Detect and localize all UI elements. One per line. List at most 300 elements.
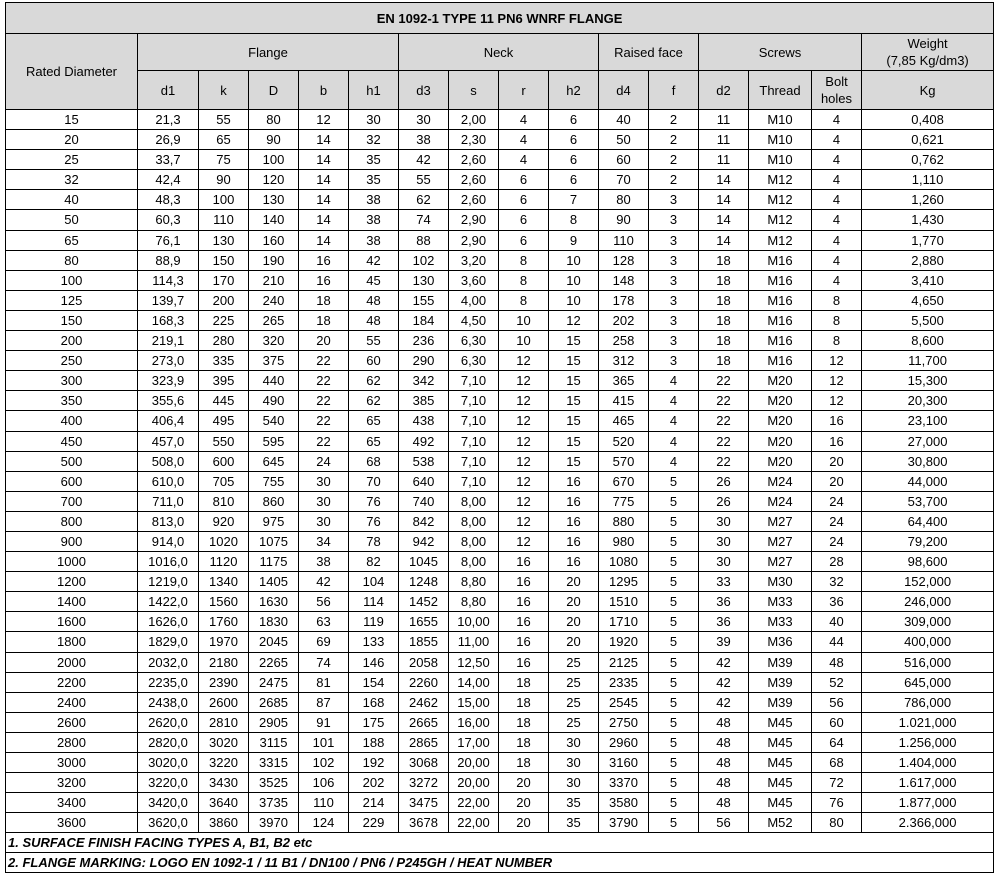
- table-cell: 15: [549, 391, 599, 411]
- table-cell: 22: [699, 451, 749, 471]
- table-cell: M16: [749, 351, 812, 371]
- table-cell: 5: [649, 692, 699, 712]
- header-screws: Screws: [699, 34, 862, 71]
- table-cell: 104: [349, 572, 399, 592]
- table-cell: 0,408: [862, 110, 994, 130]
- table-cell: 14: [299, 170, 349, 190]
- table-cell: 87: [299, 692, 349, 712]
- table-cell: M39: [749, 692, 812, 712]
- table-cell: 5: [649, 793, 699, 813]
- table-cell: 38: [299, 552, 349, 572]
- table-cell: 280: [199, 331, 249, 351]
- table-cell: 508,0: [138, 451, 199, 471]
- header-neck: Neck: [399, 34, 599, 71]
- table-cell: 1855: [399, 632, 449, 652]
- table-cell: 60: [812, 712, 862, 732]
- table-cell: 56: [812, 692, 862, 712]
- rated-diameter-cell: 125: [6, 290, 138, 310]
- table-cell: 48,3: [138, 190, 199, 210]
- table-cell: 18: [499, 732, 549, 752]
- rated-diameter-cell: 15: [6, 110, 138, 130]
- table-cell: 30: [299, 471, 349, 491]
- subheader-cell: d2: [699, 71, 749, 110]
- table-cell: 3: [649, 290, 699, 310]
- table-cell: 538: [399, 451, 449, 471]
- table-cell: 35: [349, 150, 399, 170]
- table-cell: 14: [699, 210, 749, 230]
- table-cell: 24: [299, 451, 349, 471]
- table-cell: 2058: [399, 652, 449, 672]
- table-cell: 14,00: [449, 672, 499, 692]
- table-cell: 80: [599, 190, 649, 210]
- table-cell: M16: [749, 310, 812, 330]
- table-cell: 395: [199, 371, 249, 391]
- table-cell: 100: [199, 190, 249, 210]
- table-cell: 130: [199, 230, 249, 250]
- table-row: [6, 632, 994, 652]
- table-cell: 12: [549, 310, 599, 330]
- table-cell: 3115: [249, 732, 299, 752]
- table-cell: M12: [749, 170, 812, 190]
- table-cell: 2475: [249, 672, 299, 692]
- table-cell: 440: [249, 371, 299, 391]
- table-cell: 12: [812, 391, 862, 411]
- table-cell: 65: [349, 431, 399, 451]
- rated-diameter-cell: 3000: [6, 753, 138, 773]
- table-cell: 5: [649, 672, 699, 692]
- table-cell: 26: [699, 471, 749, 491]
- table-cell: 3,410: [862, 270, 994, 290]
- subheader-cell: Thread: [749, 71, 812, 110]
- table-cell: 5: [649, 572, 699, 592]
- table-cell: 1452: [399, 592, 449, 612]
- table-cell: 14: [699, 170, 749, 190]
- table-cell: 52: [812, 672, 862, 692]
- table-cell: 14: [299, 130, 349, 150]
- table-cell: 15: [549, 411, 599, 431]
- table-cell: 3420,0: [138, 793, 199, 813]
- table-cell: 42,4: [138, 170, 199, 190]
- table-cell: 1340: [199, 572, 249, 592]
- table-cell: 16: [499, 652, 549, 672]
- table-cell: 4: [649, 451, 699, 471]
- table-cell: 11: [699, 130, 749, 150]
- table-cell: 20: [549, 592, 599, 612]
- table-cell: 42: [399, 150, 449, 170]
- table-title: EN 1092-1 TYPE 11 PN6 WNRF FLANGE: [6, 3, 994, 34]
- table-cell: 1970: [199, 632, 249, 652]
- table-cell: 2032,0: [138, 652, 199, 672]
- table-cell: 48: [699, 732, 749, 752]
- table-cell: 600: [199, 451, 249, 471]
- table-cell: 8: [499, 270, 549, 290]
- table-cell: 188: [349, 732, 399, 752]
- table-cell: 12: [499, 451, 549, 471]
- footnote: 1. SURFACE FINISH FACING TYPES A, B1, B2 etc: [6, 833, 994, 853]
- table-cell: 63: [299, 612, 349, 632]
- table-cell: 35: [549, 813, 599, 833]
- table-cell: 15: [549, 351, 599, 371]
- rated-diameter-cell: 25: [6, 150, 138, 170]
- table-cell: 323,9: [138, 371, 199, 391]
- subheader-cell: D: [249, 71, 299, 110]
- table-cell: 20: [549, 632, 599, 652]
- table-cell: 4: [649, 431, 699, 451]
- table-cell: 6: [499, 230, 549, 250]
- table-cell: 4: [812, 230, 862, 250]
- table-cell: 1.617,000: [862, 773, 994, 793]
- table-cell: 10: [549, 290, 599, 310]
- table-cell: 11,00: [449, 632, 499, 652]
- rated-diameter-cell: 1800: [6, 632, 138, 652]
- table-cell: 42: [299, 572, 349, 592]
- table-cell: 1045: [399, 552, 449, 572]
- table-cell: M24: [749, 471, 812, 491]
- table-cell: 110: [599, 230, 649, 250]
- table-cell: 3370: [599, 773, 649, 793]
- rated-diameter-cell: 1600: [6, 612, 138, 632]
- table-cell: 2,90: [449, 210, 499, 230]
- table-cell: 2462: [399, 692, 449, 712]
- table-cell: 15: [549, 431, 599, 451]
- rated-diameter-cell: 3200: [6, 773, 138, 793]
- table-cell: 55: [349, 331, 399, 351]
- table-cell: 38: [399, 130, 449, 150]
- rated-diameter-cell: 2400: [6, 692, 138, 712]
- table-cell: 98,600: [862, 552, 994, 572]
- table-cell: 6: [549, 110, 599, 130]
- table-cell: 1,770: [862, 230, 994, 250]
- table-cell: 81: [299, 672, 349, 692]
- table-cell: 312: [599, 351, 649, 371]
- table-row: [6, 310, 994, 330]
- table-cell: 20,00: [449, 773, 499, 793]
- table-cell: 4: [812, 110, 862, 130]
- table-cell: 7,10: [449, 431, 499, 451]
- table-cell: 64: [812, 732, 862, 752]
- table-cell: 12,50: [449, 652, 499, 672]
- subheader-cell: d3: [399, 71, 449, 110]
- table-cell: 14: [699, 190, 749, 210]
- table-cell: 1920: [599, 632, 649, 652]
- table-cell: 1016,0: [138, 552, 199, 572]
- table-cell: 42: [699, 692, 749, 712]
- table-cell: 2.366,000: [862, 813, 994, 833]
- table-cell: M33: [749, 592, 812, 612]
- table-cell: 152,000: [862, 572, 994, 592]
- table-cell: 42: [699, 652, 749, 672]
- table-cell: 148: [599, 270, 649, 290]
- table-row: [6, 813, 994, 833]
- table-cell: 150: [199, 250, 249, 270]
- table-cell: 12: [499, 511, 549, 531]
- table-cell: 20: [549, 612, 599, 632]
- table-cell: 16: [812, 431, 862, 451]
- table-cell: 1422,0: [138, 592, 199, 612]
- table-cell: 24: [812, 531, 862, 551]
- table-cell: 880: [599, 511, 649, 531]
- table-cell: M45: [749, 753, 812, 773]
- table-cell: 128: [599, 250, 649, 270]
- table-row: [6, 371, 994, 391]
- table-cell: 36: [812, 592, 862, 612]
- table-cell: 2235,0: [138, 672, 199, 692]
- table-row: [6, 270, 994, 290]
- table-cell: 1.877,000: [862, 793, 994, 813]
- table-cell: 60,3: [138, 210, 199, 230]
- table-cell: 69: [299, 632, 349, 652]
- table-cell: 30: [549, 732, 599, 752]
- table-cell: 22: [299, 371, 349, 391]
- table-cell: 705: [199, 471, 249, 491]
- table-cell: 2: [649, 130, 699, 150]
- table-cell: M20: [749, 391, 812, 411]
- table-cell: 775: [599, 491, 649, 511]
- table-cell: 16: [499, 612, 549, 632]
- rated-diameter-cell: 2000: [6, 652, 138, 672]
- table-cell: 2685: [249, 692, 299, 712]
- table-cell: 146: [349, 652, 399, 672]
- table-cell: 35: [349, 170, 399, 190]
- table-cell: 1,110: [862, 170, 994, 190]
- subheader-cell: h2: [549, 71, 599, 110]
- table-cell: 6: [499, 190, 549, 210]
- table-cell: 3525: [249, 773, 299, 793]
- table-cell: 5,500: [862, 310, 994, 330]
- table-row: [6, 411, 994, 431]
- table-cell: 155: [399, 290, 449, 310]
- table-cell: 8: [499, 290, 549, 310]
- table-cell: 6: [499, 170, 549, 190]
- table-cell: 124: [299, 813, 349, 833]
- table-cell: 16: [499, 632, 549, 652]
- table-cell: 12: [499, 531, 549, 551]
- table-cell: 309,000: [862, 612, 994, 632]
- table-cell: 5: [649, 773, 699, 793]
- table-cell: 30: [549, 773, 599, 793]
- table-cell: 18: [699, 351, 749, 371]
- table-cell: 6: [499, 210, 549, 230]
- table-cell: 11: [699, 110, 749, 130]
- table-cell: 160: [249, 230, 299, 250]
- table-cell: 355,6: [138, 391, 199, 411]
- table-cell: 12: [499, 431, 549, 451]
- table-cell: 3860: [199, 813, 249, 833]
- table-cell: 670: [599, 471, 649, 491]
- table-cell: 640: [399, 471, 449, 491]
- table-cell: 1760: [199, 612, 249, 632]
- table-cell: 20: [812, 451, 862, 471]
- table-cell: 4: [649, 391, 699, 411]
- table-cell: 202: [599, 310, 649, 330]
- table-cell: 119: [349, 612, 399, 632]
- table-cell: M12: [749, 210, 812, 230]
- table-cell: 438: [399, 411, 449, 431]
- table-row: [6, 451, 994, 471]
- table-cell: 20: [499, 813, 549, 833]
- table-cell: M16: [749, 331, 812, 351]
- table-cell: 32: [812, 572, 862, 592]
- table-cell: 335: [199, 351, 249, 371]
- table-cell: 4: [812, 270, 862, 290]
- table-cell: M45: [749, 793, 812, 813]
- table-cell: 4: [812, 130, 862, 150]
- table-cell: 68: [349, 451, 399, 471]
- table-cell: 16: [499, 552, 549, 572]
- table-cell: 5: [649, 471, 699, 491]
- table-cell: 38: [349, 230, 399, 250]
- table-cell: 914,0: [138, 531, 199, 551]
- table-cell: 7,10: [449, 411, 499, 431]
- table-cell: 3: [649, 351, 699, 371]
- table-cell: 1829,0: [138, 632, 199, 652]
- table-row: [6, 110, 994, 130]
- table-cell: 5: [649, 491, 699, 511]
- table-cell: 516,000: [862, 652, 994, 672]
- table-cell: 48: [699, 712, 749, 732]
- table-cell: 79,200: [862, 531, 994, 551]
- table-cell: 14: [299, 190, 349, 210]
- table-cell: 942: [399, 531, 449, 551]
- table-cell: 5: [649, 552, 699, 572]
- table-row: [6, 331, 994, 351]
- table-cell: 32: [349, 130, 399, 150]
- table-cell: 14: [299, 150, 349, 170]
- table-cell: 0,621: [862, 130, 994, 150]
- table-cell: 48: [699, 773, 749, 793]
- table-cell: 6,30: [449, 331, 499, 351]
- table-cell: 30: [299, 511, 349, 531]
- table-cell: 44,000: [862, 471, 994, 491]
- table-cell: 90: [199, 170, 249, 190]
- table-row: [6, 773, 994, 793]
- rated-diameter-cell: 300: [6, 371, 138, 391]
- table-cell: 15: [549, 331, 599, 351]
- table-cell: 415: [599, 391, 649, 411]
- table-cell: 101: [299, 732, 349, 752]
- table-cell: 62: [349, 371, 399, 391]
- table-cell: 44: [812, 632, 862, 652]
- table-cell: 18: [699, 331, 749, 351]
- table-cell: 495: [199, 411, 249, 431]
- table-cell: 1020: [199, 531, 249, 551]
- table-cell: 34: [299, 531, 349, 551]
- table-cell: 76: [349, 491, 399, 511]
- table-cell: 12: [499, 371, 549, 391]
- table-cell: 22: [699, 431, 749, 451]
- table-cell: 9: [549, 230, 599, 250]
- rated-diameter-cell: 150: [6, 310, 138, 330]
- table-cell: 45: [349, 270, 399, 290]
- table-cell: 1075: [249, 531, 299, 551]
- table-cell: 273,0: [138, 351, 199, 371]
- table-cell: M10: [749, 130, 812, 150]
- table-cell: 7,10: [449, 451, 499, 471]
- table-cell: 39: [699, 632, 749, 652]
- table-cell: 550: [199, 431, 249, 451]
- table-cell: 980: [599, 531, 649, 551]
- subheader-cell: h1: [349, 71, 399, 110]
- table-cell: 18: [699, 290, 749, 310]
- table-cell: 18: [499, 712, 549, 732]
- table-cell: M16: [749, 270, 812, 290]
- table-cell: 72: [812, 773, 862, 793]
- table-cell: 320: [249, 331, 299, 351]
- table-cell: 18: [699, 310, 749, 330]
- table-cell: 2045: [249, 632, 299, 652]
- table-cell: 65: [349, 411, 399, 431]
- table-cell: 30: [699, 552, 749, 572]
- table-cell: 55: [399, 170, 449, 190]
- table-cell: 5: [649, 813, 699, 833]
- table-cell: 595: [249, 431, 299, 451]
- table-cell: 50: [599, 130, 649, 150]
- table-row: [6, 150, 994, 170]
- table-cell: 3020: [199, 732, 249, 752]
- table-cell: 5: [649, 652, 699, 672]
- rated-diameter-cell: 450: [6, 431, 138, 451]
- table-cell: 20: [499, 793, 549, 813]
- table-cell: 5: [649, 511, 699, 531]
- table-cell: M20: [749, 411, 812, 431]
- table-cell: 3790: [599, 813, 649, 833]
- table-cell: 12: [499, 391, 549, 411]
- table-cell: 100: [249, 150, 299, 170]
- table-cell: 290: [399, 351, 449, 371]
- table-cell: 62: [399, 190, 449, 210]
- table-cell: 229: [349, 813, 399, 833]
- table-row: [6, 712, 994, 732]
- table-cell: 860: [249, 491, 299, 511]
- table-row: [6, 250, 994, 270]
- table-cell: 2125: [599, 652, 649, 672]
- rated-diameter-cell: 3400: [6, 793, 138, 813]
- table-cell: 18: [299, 290, 349, 310]
- table-cell: 80: [249, 110, 299, 130]
- table-row: [6, 351, 994, 371]
- table-cell: 22,00: [449, 813, 499, 833]
- table-cell: 225: [199, 310, 249, 330]
- table-cell: 18: [299, 310, 349, 330]
- table-cell: 12: [499, 351, 549, 371]
- table-cell: 6: [549, 150, 599, 170]
- table-cell: 154: [349, 672, 399, 692]
- table-cell: 2620,0: [138, 712, 199, 732]
- table-cell: 3068: [399, 753, 449, 773]
- table-cell: 1560: [199, 592, 249, 612]
- subheader-cell: f: [649, 71, 699, 110]
- table-cell: 24: [812, 491, 862, 511]
- table-cell: 365: [599, 371, 649, 391]
- table-cell: 28: [812, 552, 862, 572]
- subheader-cell: Kg: [862, 71, 994, 110]
- table-cell: 8,00: [449, 552, 499, 572]
- rated-diameter-cell: 40: [6, 190, 138, 210]
- table-cell: 56: [699, 813, 749, 833]
- table-cell: 16: [549, 511, 599, 531]
- table-cell: 18: [699, 270, 749, 290]
- rated-diameter-cell: 350: [6, 391, 138, 411]
- table-cell: 4,650: [862, 290, 994, 310]
- table-cell: 570: [599, 451, 649, 471]
- rated-diameter-cell: 1200: [6, 572, 138, 592]
- rated-diameter-cell: 500: [6, 451, 138, 471]
- table-cell: 70: [599, 170, 649, 190]
- table-cell: 8: [812, 290, 862, 310]
- table-cell: 14: [699, 230, 749, 250]
- table-cell: 2390: [199, 672, 249, 692]
- table-cell: 16: [499, 572, 549, 592]
